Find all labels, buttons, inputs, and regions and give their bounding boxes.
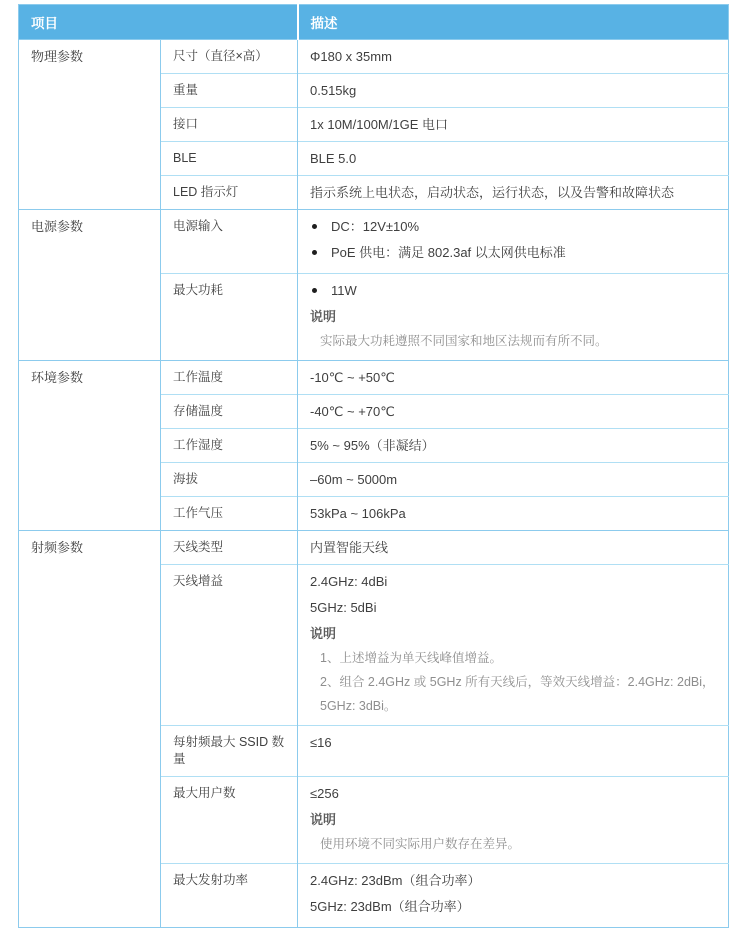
row-label: 存储温度 <box>161 395 298 429</box>
row-label: 尺寸（直径×高） <box>161 40 298 74</box>
row-value <box>298 777 729 864</box>
column-header-item: 项目 <box>19 5 298 40</box>
row-label: 工作湿度 <box>161 429 298 463</box>
row-value <box>298 210 729 274</box>
row-value <box>298 864 729 928</box>
note-label: 说明 <box>310 626 337 641</box>
table-row <box>19 531 729 565</box>
value-line: 5GHz: 23dBm（组合功率） <box>310 899 470 914</box>
row-value: -10℃ ~ +50℃ <box>298 361 729 395</box>
note-text: 实际最大功耗遵照不同国家和地区法规而有所不同。 <box>320 334 608 348</box>
note-text: 1、上述增益为单天线峰值增益。 <box>320 651 502 665</box>
row-label: 每射频最大 SSID 数量 <box>161 726 298 777</box>
row-label: 海拔 <box>161 463 298 497</box>
row-value: ≤16 <box>298 726 729 777</box>
spec-table <box>18 4 729 928</box>
row-label: 工作温度 <box>161 361 298 395</box>
bullet-line: DC：12V±10% <box>310 214 716 240</box>
value-line: 2.4GHz: 4dBi <box>310 574 388 589</box>
row-label: 天线类型 <box>161 531 298 565</box>
category-cell-rf: 射频参数 <box>19 531 161 928</box>
category-cell-power: 电源参数 <box>19 210 161 361</box>
row-value: 1x 10M/100M/1GE 电口 <box>298 108 729 142</box>
row-label: 最大功耗 <box>161 274 298 361</box>
row-value: 指示系统上电状态，启动状态，运行状态，以及告警和故障状态 <box>298 176 729 210</box>
table-row <box>19 210 729 274</box>
row-label: 天线增益 <box>161 565 298 726</box>
row-value: -40℃ ~ +70℃ <box>298 395 729 429</box>
note-text: 使用环境不同实际用户数存在差异。 <box>320 837 521 851</box>
value-line: 2.4GHz: 23dBm（组合功率） <box>310 873 481 888</box>
value-line: ≤256 <box>310 786 339 801</box>
row-value: –60m ~ 5000m <box>298 463 729 497</box>
row-label: 最大用户数 <box>161 777 298 864</box>
table-row <box>19 361 729 395</box>
row-label: BLE <box>161 142 298 176</box>
row-label: 接口 <box>161 108 298 142</box>
note-label: 说明 <box>310 309 337 324</box>
row-value: BLE 5.0 <box>298 142 729 176</box>
row-value: 内置智能天线 <box>298 531 729 565</box>
table-header-row <box>19 5 729 40</box>
column-header-description: 描述 <box>298 5 729 40</box>
row-value: 53kPa ~ 106kPa <box>298 497 729 531</box>
table-row <box>19 40 729 74</box>
row-label: 工作气压 <box>161 497 298 531</box>
row-value: 5% ~ 95%（非凝结） <box>298 429 729 463</box>
row-value <box>298 274 729 361</box>
bullet-line: 11W <box>310 278 716 304</box>
row-value: Φ180 x 35mm <box>298 40 729 74</box>
row-label: 重量 <box>161 74 298 108</box>
row-value <box>298 565 729 726</box>
row-label: 最大发射功率 <box>161 864 298 928</box>
category-cell-physical: 物理参数 <box>19 40 161 210</box>
category-cell-environment: 环境参数 <box>19 361 161 531</box>
note-label: 说明 <box>310 812 337 827</box>
row-label: LED 指示灯 <box>161 176 298 210</box>
row-label: 电源输入 <box>161 210 298 274</box>
row-value: 0.515kg <box>298 74 729 108</box>
bullet-line: PoE 供电：满足 802.3af 以太网供电标准 <box>310 240 716 266</box>
note-text: 2、组合 2.4GHz 或 5GHz 所有天线后，等效天线增益：2.4GHz: 2dBi，5GHz: 3dBi。 <box>320 675 715 713</box>
value-line: 5GHz: 5dBi <box>310 600 377 615</box>
